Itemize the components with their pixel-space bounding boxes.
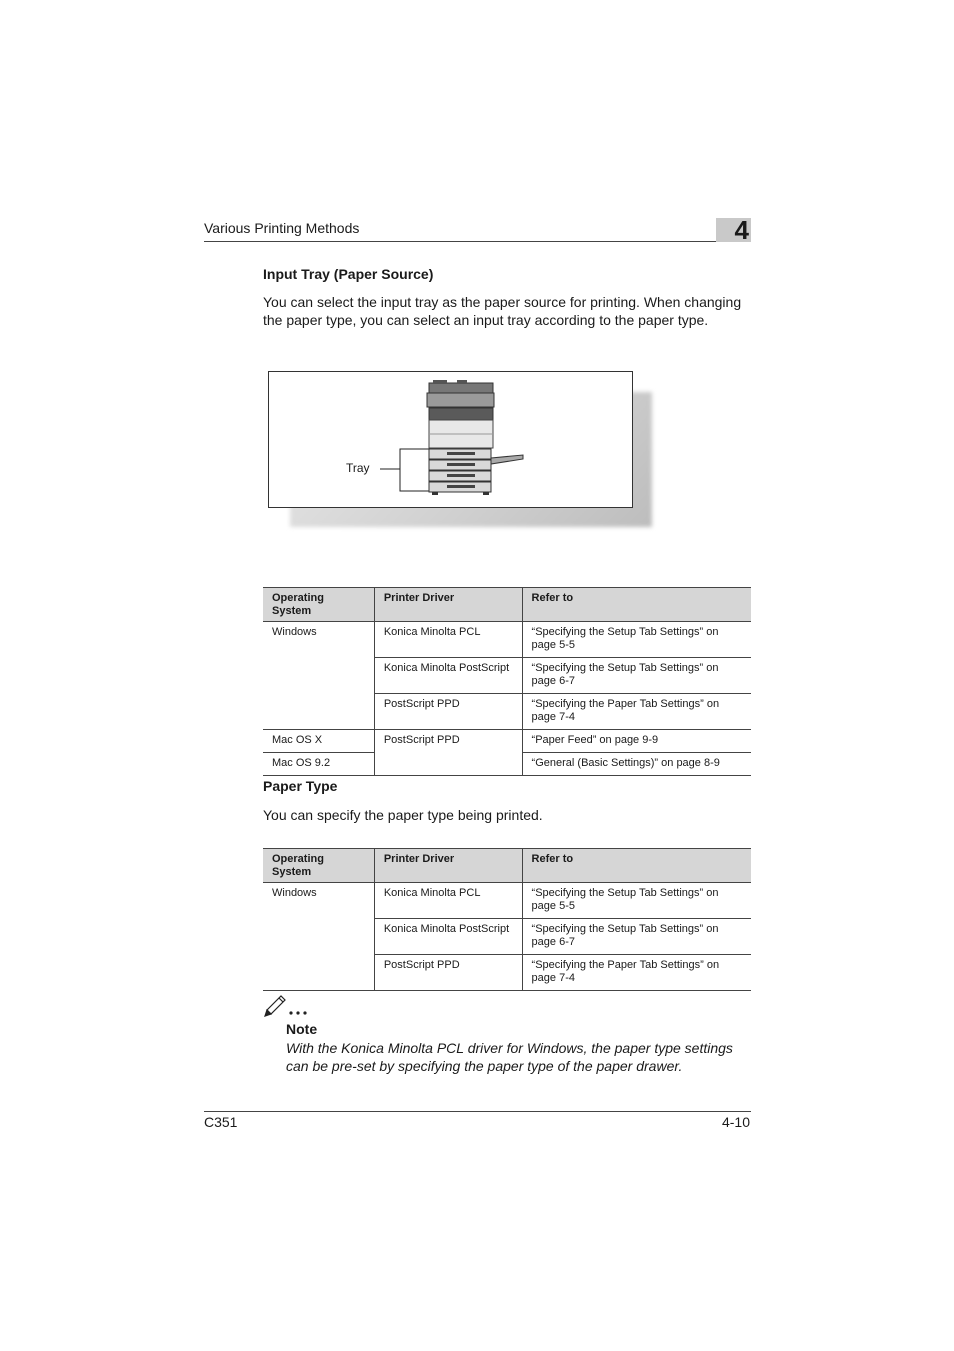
table-cell: “Specifying the Setup Tab Settings” on page 5-5 bbox=[522, 622, 751, 658]
header-rule bbox=[204, 241, 751, 242]
table-cell: “Specifying the Setup Tab Settings” on page 5-5 bbox=[522, 883, 751, 919]
table-row bbox=[263, 622, 751, 658]
table-cell bbox=[263, 658, 374, 694]
table-cell bbox=[263, 919, 374, 955]
table-cell: PostScript PPD bbox=[374, 955, 522, 991]
table-row bbox=[263, 730, 751, 753]
column-header: Refer to bbox=[522, 588, 751, 622]
table-row bbox=[263, 658, 751, 694]
column-header: Printer Driver bbox=[374, 849, 522, 883]
section-body-input-tray: You can select the input tray as the paper source for printing. When changing the paper type, you can select an input tray according to the paper type. bbox=[263, 294, 742, 328]
table-cell: Mac OS 9.2 bbox=[263, 753, 374, 776]
table-cell: “Paper Feed” on page 9-9 bbox=[522, 730, 751, 753]
table-cell bbox=[263, 955, 374, 991]
copier-illustration bbox=[269, 372, 632, 507]
table-cell: Konica Minolta PCL bbox=[374, 883, 522, 919]
paper-type-reference-table bbox=[263, 848, 751, 991]
table-cell: Mac OS X bbox=[263, 730, 374, 753]
table-cell: PostScript PPD bbox=[374, 694, 522, 730]
column-header: Operating System bbox=[263, 849, 374, 883]
table-row bbox=[263, 955, 751, 991]
table-cell: Konica Minolta PCL bbox=[374, 622, 522, 658]
table-cell bbox=[374, 753, 522, 776]
table-header-row bbox=[263, 588, 751, 622]
table-cell bbox=[263, 694, 374, 730]
pencil-note-icon bbox=[263, 990, 313, 1020]
table-cell: Windows bbox=[263, 883, 374, 919]
chapter-badge bbox=[716, 215, 751, 245]
table-cell: “Specifying the Setup Tab Settings” on page 6-7 bbox=[522, 919, 751, 955]
chapter-number: 4 bbox=[734, 215, 749, 245]
footer-page-number: 4-10 bbox=[721, 1114, 750, 1130]
figure-frame bbox=[268, 371, 633, 508]
column-header: Printer Driver bbox=[374, 588, 522, 622]
table-cell: “Specifying the Paper Tab Settings” on page 7-4 bbox=[522, 955, 751, 991]
column-header: Refer to bbox=[522, 849, 751, 883]
table-row bbox=[263, 883, 751, 919]
table-row bbox=[263, 753, 751, 776]
table-cell: “General (Basic Settings)” on page 8-9 bbox=[522, 753, 751, 776]
table-cell: Konica Minolta PostScript bbox=[374, 919, 522, 955]
running-header-title: Various Printing Methods bbox=[204, 220, 360, 236]
section-title-paper-type: Paper Type bbox=[263, 778, 338, 794]
footer-rule bbox=[204, 1111, 751, 1112]
footer-model: C351 bbox=[204, 1114, 238, 1130]
section-title-input-tray: Input Tray (Paper Source) bbox=[263, 266, 434, 282]
note-body: With the Konica Minolta PCL driver for Windows, the paper type settings can be pre-set by specifying the paper type of the paper drawer. bbox=[286, 1040, 733, 1074]
table-cell: “Specifying the Paper Tab Settings” on page 7-4 bbox=[522, 694, 751, 730]
table-cell: PostScript PPD bbox=[374, 730, 522, 753]
table-row bbox=[263, 694, 751, 730]
table-row bbox=[263, 919, 751, 955]
table-cell: Konica Minolta PostScript bbox=[374, 658, 522, 694]
table-cell: “Specifying the Setup Tab Settings” on page 6-7 bbox=[522, 658, 751, 694]
column-header: Operating System bbox=[263, 588, 374, 622]
table-cell: Windows bbox=[263, 622, 374, 658]
note-title: Note bbox=[286, 1021, 318, 1037]
section-body-paper-type: You can specify the paper type being printed. bbox=[263, 807, 543, 823]
figure-label-tray: Tray bbox=[346, 461, 370, 475]
input-tray-reference-table bbox=[263, 587, 751, 776]
table-header-row bbox=[263, 849, 751, 883]
